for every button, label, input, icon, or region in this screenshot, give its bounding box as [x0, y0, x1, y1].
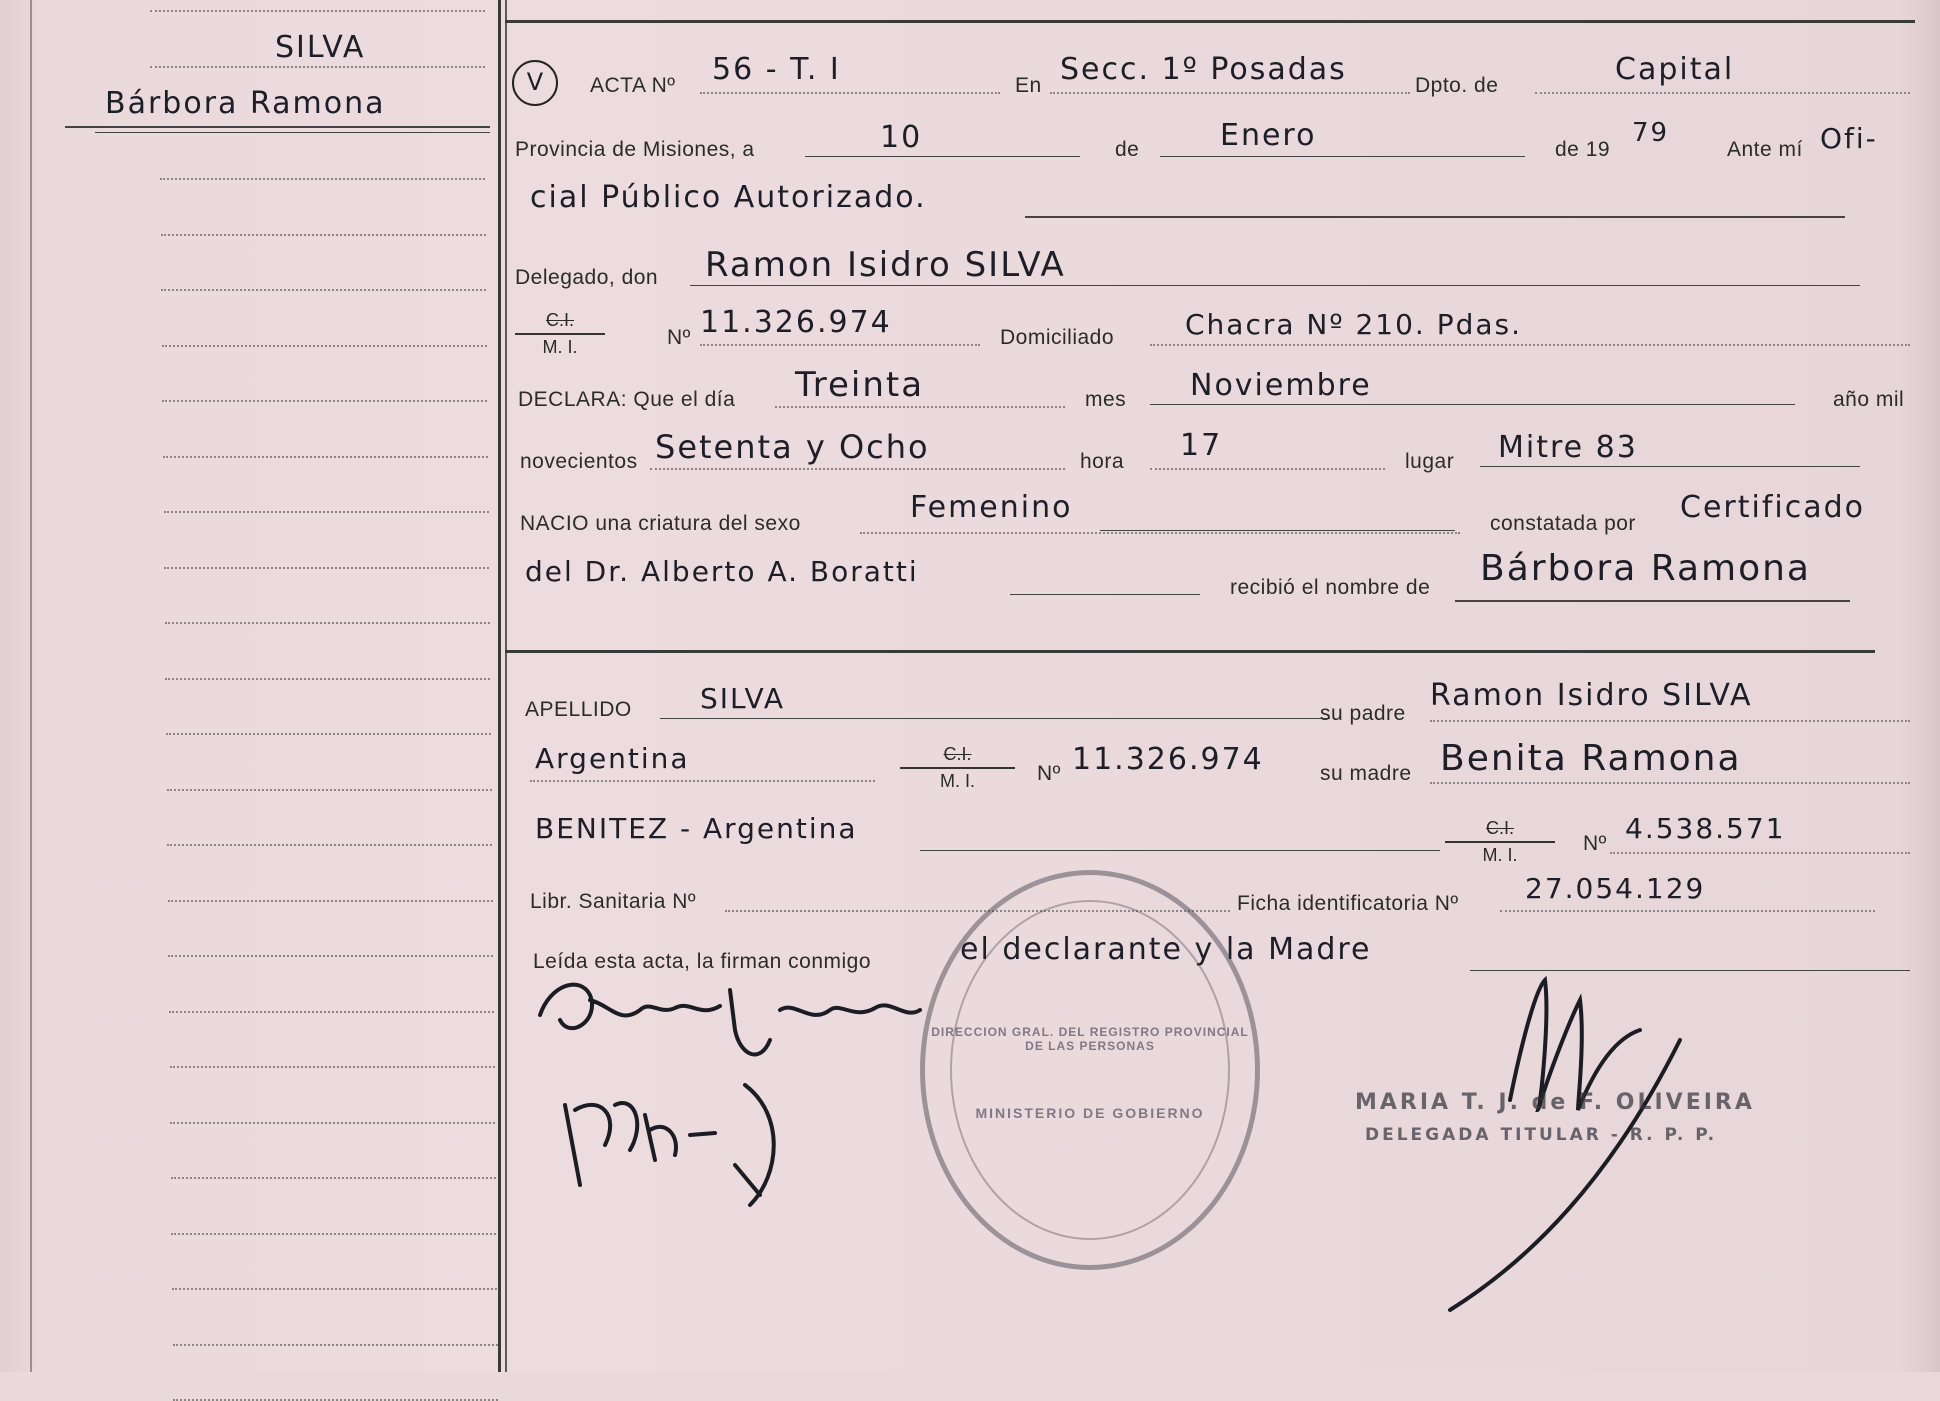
padre-nac-value: Argentina: [535, 742, 690, 775]
margin-ruled-line: [161, 234, 486, 236]
madre-no-label: Nº: [1583, 832, 1607, 855]
margin-ruled-line: [168, 900, 493, 902]
padre-mi-label: M. I.: [900, 767, 1015, 792]
constatada-value: Certificado: [1680, 490, 1866, 525]
lugar-label: lugar: [1405, 450, 1455, 473]
nombre-label: recibió el nombre de: [1230, 576, 1431, 599]
margin-line: [150, 66, 485, 68]
ficha-value: 27.054.129: [1525, 872, 1706, 905]
libreta-label: Libr. Sanitaria Nº: [530, 890, 697, 913]
dpto-label: Dpto. de: [1415, 74, 1499, 97]
official-name: MARIA T. J. de F. OLIVEIRA: [1355, 1090, 1755, 1115]
madre-nac-underline: [920, 850, 1440, 851]
main-frame-inner: [505, 0, 507, 1372]
margin-surname: SILVA: [275, 30, 366, 65]
anio-dots: [650, 468, 1065, 470]
madre-mi-label: M. I.: [1445, 841, 1555, 866]
margin-ruled-line: [164, 567, 489, 569]
novecientos-label: novecientos: [520, 450, 638, 473]
su-madre-label: su madre: [1320, 762, 1412, 785]
hora-dots: [1150, 468, 1385, 470]
en-dots: [1050, 92, 1410, 94]
sexo-dots: [860, 532, 1460, 534]
mes-label: mes: [1085, 388, 1127, 411]
ante-value-1: Ofi-: [1820, 122, 1878, 155]
domicilio-value: Chacra Nº 210. Pdas.: [1185, 308, 1523, 341]
margin-name-underline: [65, 126, 490, 128]
day-underline: [805, 156, 1080, 157]
domicilio-dots: [1150, 344, 1910, 346]
circle-mark: V: [512, 60, 558, 106]
margin-ruled-line: [170, 1122, 495, 1124]
madre-value-2: BENITEZ - Argentina: [535, 812, 858, 845]
margin-ruled-line: [161, 289, 486, 291]
sexo-underline: [1100, 530, 1455, 531]
margin-ruled-line: [166, 733, 491, 735]
official-title: DELEGADA TITULAR - R. P. P.: [1365, 1125, 1718, 1145]
mi-label: M. I.: [515, 333, 605, 358]
dpto-value: Capital: [1615, 52, 1735, 87]
dpto-dots: [1535, 92, 1910, 94]
month-value: Enero: [1220, 118, 1317, 153]
apellido-underline: [660, 718, 1330, 719]
padre-ci-mi-fraction: [900, 744, 1015, 792]
declara-label: DECLARA: Que el día: [518, 388, 736, 411]
mes-value: Noviembre: [1190, 368, 1372, 403]
padre-nac-dots: [530, 780, 875, 782]
ficha-dots: [1500, 910, 1875, 912]
margin-ruled-line: [169, 1011, 494, 1013]
no-label: Nº: [667, 326, 691, 349]
lugar-value: Mitre 83: [1498, 430, 1638, 465]
ante-underline: [1025, 216, 1845, 218]
margin-ruled-line: [173, 1344, 498, 1346]
margin-ruled-line: [172, 1288, 497, 1290]
anio-label: año mil: [1833, 388, 1905, 411]
nombre-underline: [1455, 600, 1850, 602]
delegado-underline: [690, 285, 1860, 286]
margin-ruled-line: [165, 678, 490, 680]
day-value: 10: [880, 120, 923, 155]
seal-inner-ring: [950, 900, 1230, 1240]
leida-label: Leída esta acta, la firman conmigo: [533, 950, 872, 973]
margin-ruled-line: [170, 1066, 495, 1068]
margin-ruled-line: [168, 955, 493, 957]
mes-underline: [1150, 404, 1795, 405]
constatada-underline: [1010, 594, 1200, 595]
en-label: En: [1015, 74, 1042, 97]
su-padre-label: su padre: [1320, 702, 1406, 725]
year-value: 79: [1632, 118, 1670, 148]
madre-value: Benita Ramona: [1440, 738, 1742, 779]
hora-value: 17: [1180, 428, 1223, 463]
sexo-value: Femenino: [910, 490, 1073, 525]
madre-doc-value: 4.538.571: [1625, 812, 1786, 845]
seal-ring-text: DIRECCION GRAL. DEL REGISTRO PROVINCIAL DE LAS PERSONAS: [931, 1025, 1249, 1053]
hora-label: hora: [1080, 450, 1125, 473]
margin-ruled-line: [162, 345, 487, 347]
margin-top-dots: [150, 10, 485, 12]
apellido-label: APELLIDO: [525, 698, 632, 721]
padre-doc-value: 11.326.974: [1072, 742, 1264, 777]
padre-dots: [1430, 720, 1910, 722]
madre-dots: [1430, 782, 1910, 784]
acta-value: 56 - T. I: [712, 52, 841, 87]
constatada-value-2: del Dr. Alberto A. Boratti: [525, 555, 919, 588]
nacio-label: NACIO una criatura del sexo: [520, 512, 801, 535]
margin-ruled-line: [171, 1177, 496, 1179]
madre-doc-dots: [1610, 852, 1910, 854]
padre-ci-label: C.I.: [943, 744, 972, 764]
anio-value: Setenta y Ocho: [655, 428, 930, 466]
section-divider: [505, 650, 1875, 653]
margin-left-rule: [30, 0, 32, 1372]
month-underline: [1160, 156, 1525, 157]
en-value: Secc. 1º Posadas: [1060, 52, 1347, 87]
margin-ruled-line: [165, 622, 490, 624]
margin-ruled-line: [167, 844, 492, 846]
delegado-value: Ramon Isidro SILVA: [705, 245, 1066, 285]
domicilio-label: Domiciliado: [1000, 326, 1115, 349]
acta-label: ACTA Nº: [590, 74, 676, 97]
margin-ruled-line: [171, 1233, 496, 1235]
seal-inner-text: MINISTERIO DE GOBIERNO: [975, 1105, 1205, 1121]
doc-value: 11.326.974: [700, 305, 892, 340]
apellido-value: SILVA: [700, 682, 786, 715]
lugar-underline: [1480, 466, 1860, 467]
ante-value-2: cial Público Autorizado.: [530, 180, 927, 215]
provincia-label: Provincia de Misiones, a: [515, 138, 755, 161]
year-label: de 19: [1555, 138, 1611, 161]
margin-ruled-line: [162, 400, 487, 402]
margin-ruled-line: [167, 789, 492, 791]
de-label: de: [1115, 138, 1140, 161]
padre-value: Ramon Isidro SILVA: [1430, 678, 1753, 713]
margin-ruled-line: [160, 178, 485, 180]
top-rule: [505, 20, 1915, 23]
madre-ci-mi-fraction: [1445, 818, 1555, 866]
delegado-label: Delegado, don: [515, 266, 659, 289]
ficha-label: Ficha identificatoria Nº: [1237, 892, 1459, 915]
margin-name-underline-2: [95, 132, 490, 133]
padre-no-label: Nº: [1037, 762, 1061, 785]
ci-mi-fraction: [515, 310, 605, 358]
margin-ruled-line: [163, 456, 488, 458]
ante-label: Ante mí: [1727, 138, 1803, 161]
leida-value: el declarante y la Madre: [960, 932, 1372, 967]
official-seal: [920, 870, 1260, 1270]
doc-dots: [700, 344, 980, 346]
margin-given-names: Bárbora Ramona: [105, 86, 386, 121]
madre-ci-label: C.I.: [1485, 818, 1514, 838]
dia-dots: [775, 406, 1065, 408]
nombre-value: Bárbora Ramona: [1480, 548, 1811, 589]
margin-divider: [498, 0, 501, 1372]
margin-ruled-line: [164, 511, 489, 513]
acta-dots: [700, 92, 1000, 94]
ci-label: C.I.: [545, 310, 574, 330]
dia-value: Treinta: [795, 365, 925, 405]
mother-signature: [545, 1075, 805, 1215]
constatada-label: constatada por: [1490, 512, 1636, 535]
